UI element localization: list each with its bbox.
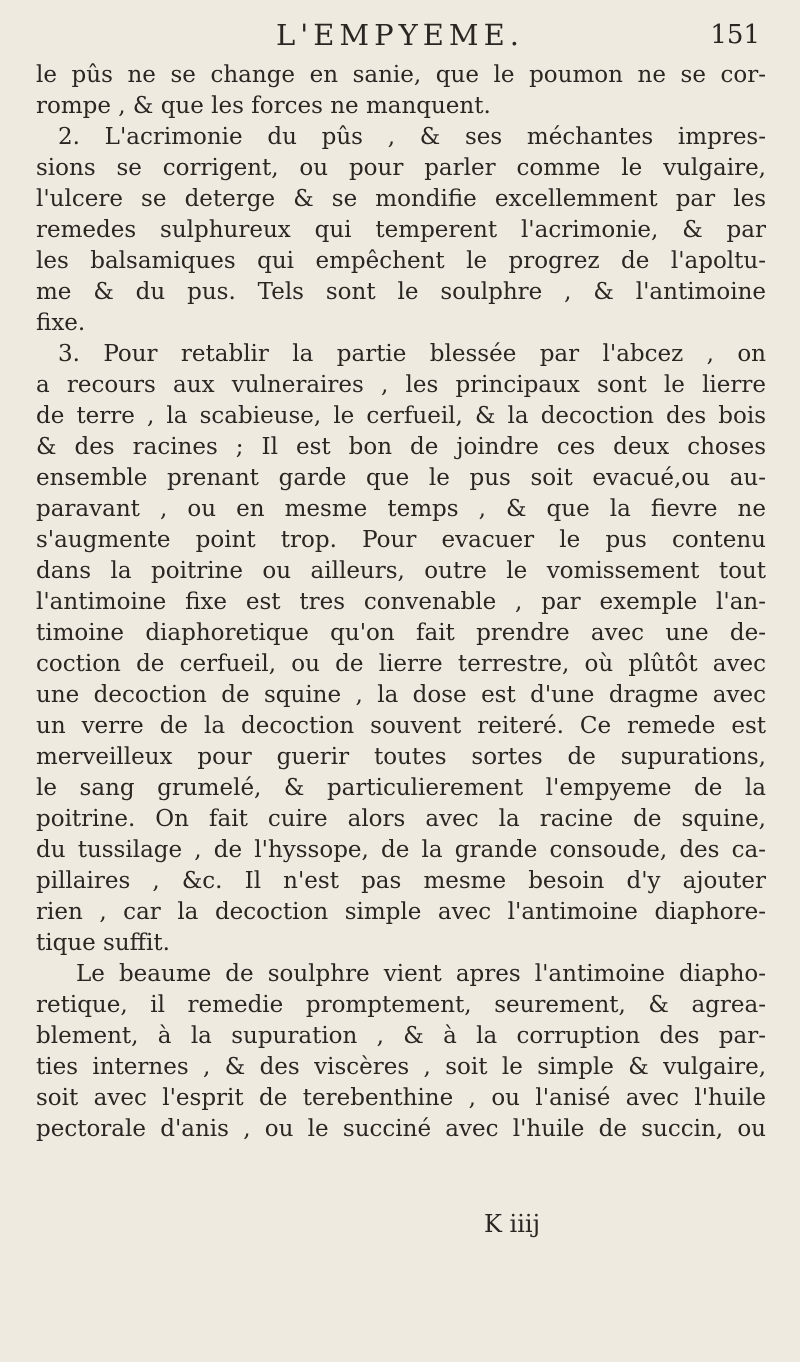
text-line: ties internes , & des viscères , soit le simple & vulgaire, — [36, 1054, 766, 1080]
text-line: le pûs ne se change en sanie, que le poumon ne se cor- — [36, 62, 766, 88]
text-line: l'antimoine fixe est tres convenable , par exemple l'an- — [36, 589, 766, 615]
running-title: L'EMPYEME. — [275, 18, 524, 52]
text-line: soit avec l'esprit de terebenthine , ou l'anisé avec l'huile — [36, 1085, 766, 1111]
text-line: un verre de la decoction souvent reiteré. Ce remede est — [36, 713, 766, 739]
text-line: merveilleux pour guerir toutes sortes de supurations, — [36, 744, 766, 770]
text-line: pectorale d'anis , ou le succiné avec l'huile de succin, ou — [36, 1116, 766, 1142]
text-line: rompe , & que les forces ne manquent. — [36, 93, 491, 119]
text-line: Le beaume de soulphre vient apres l'antimoine diapho- — [76, 961, 766, 987]
text-line: remedes sulphureux qui temperent l'acrimonie, & par — [36, 217, 766, 243]
text-line: le sang grumelé, & particulierement l'empyeme de la — [36, 775, 766, 801]
text-line: a recours aux vulneraires , les principaux sont le lierre — [36, 372, 766, 398]
text-line: pillaires , &c. Il n'est pas mesme besoin d'y ajouter — [36, 868, 766, 894]
text-line: dans la poitrine ou ailleurs, outre le vomissement tout — [36, 558, 766, 584]
page-header — [0, 18, 800, 58]
signature-mark: K iiij — [484, 1210, 541, 1238]
text-line: paravant , ou en mesme temps , & que la fievre ne — [36, 496, 766, 522]
page-number: 151 — [710, 20, 760, 50]
text-line: rien , car la decoction simple avec l'antimoine diaphore- — [36, 899, 766, 925]
text-line: timoine diaphoretique qu'on fait prendre avec une de- — [36, 620, 766, 646]
text-line: poitrine. On fait cuire alors avec la racine de squine, — [36, 806, 766, 832]
text-line: du tussilage , de l'hyssope, de la grande consoude, des ca- — [36, 837, 766, 863]
text-line: fixe. — [36, 310, 86, 336]
text-line: ensemble prenant garde que le pus soit evacué,ou au- — [36, 465, 766, 491]
text-line: blement, à la supuration , & à la corruption des par- — [36, 1023, 766, 1049]
text-line: de terre , la scabieuse, le cerfueil, & la decoction des bois — [36, 403, 766, 429]
text-line: les balsamiques qui empêchent le progrez de l'apoltu- — [36, 248, 766, 274]
text-line: s'augmente point trop. Pour evacuer le pus contenu — [36, 527, 766, 553]
text-line: retique, il remedie promptement, seurement, & agrea- — [36, 992, 766, 1018]
text-body — [36, 60, 766, 1145]
text-line: me & du pus. Tels sont le soulphre , & l'antimoine — [36, 279, 766, 305]
text-line: tique suffit. — [36, 930, 170, 956]
text-line: l'ulcere se deterge & se mondifie excellemment par les — [36, 186, 766, 212]
text-line: 2. L'acrimonie du pûs , & ses méchantes impres- — [58, 124, 766, 150]
text-line: & des racines ; Il est bon de joindre ces deux choses — [36, 434, 766, 460]
text-line: coction de cerfueil, ou de lierre terrestre, où plûtôt avec — [36, 651, 766, 677]
text-line: une decoction de squine , la dose est d'une dragme avec — [36, 682, 766, 708]
text-line: sions se corrigent, ou pour parler comme le vulgaire, — [36, 155, 766, 181]
text-line: 3. Pour retablir la partie blessée par l'abcez , on — [58, 341, 766, 367]
